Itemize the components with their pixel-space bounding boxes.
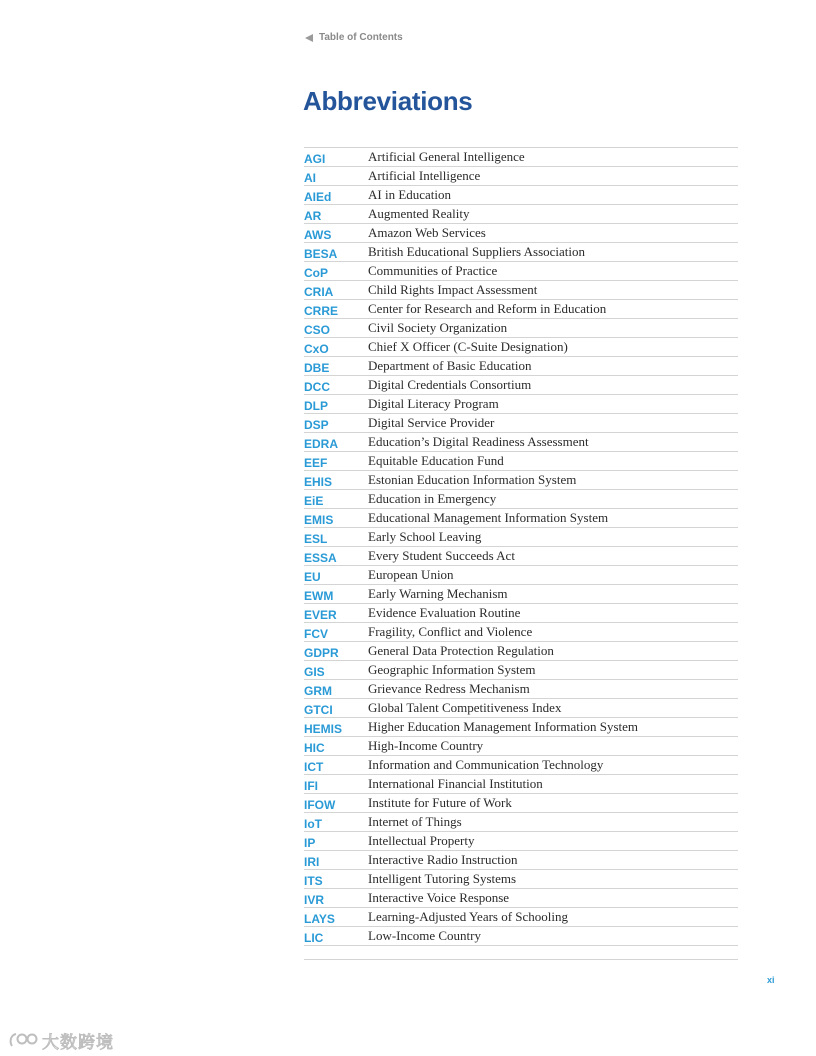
abbreviation-term: ESL <box>304 531 328 546</box>
abbreviation-definition: Global Talent Competitiveness Index <box>368 700 562 715</box>
abbreviation-term: GIS <box>304 664 325 679</box>
abbreviation-row <box>304 471 738 490</box>
table-of-contents-link[interactable] <box>305 32 403 43</box>
abbreviation-definition: Artificial Intelligence <box>368 168 481 183</box>
abbreviation-term: CRIA <box>304 284 334 299</box>
abbreviation-row <box>304 395 738 414</box>
page-title: Abbreviations <box>303 86 473 116</box>
abbreviation-row <box>304 908 738 927</box>
abbreviation-definition: Chief X Officer (C-Suite Designation) <box>368 339 568 354</box>
abbreviation-term: AI <box>304 170 316 185</box>
abbreviation-term: EEF <box>304 455 328 470</box>
abbreviation-definition: Equitable Education Fund <box>368 453 504 468</box>
abbreviation-term: EHIS <box>304 474 333 489</box>
abbreviation-definition: Department of Basic Education <box>368 358 532 373</box>
abbreviation-row <box>304 585 738 604</box>
abbreviation-term: IFI <box>304 778 318 793</box>
abbreviation-definition: Communities of Practice <box>368 263 498 278</box>
abbreviation-term: CxO <box>304 341 329 356</box>
abbreviation-row <box>304 300 738 319</box>
abbreviation-definition: Digital Credentials Consortium <box>368 377 532 392</box>
abbreviation-definition: Learning-Adjusted Years of Schooling <box>368 909 569 924</box>
abbreviation-row <box>304 509 738 528</box>
abbreviation-row <box>304 813 738 832</box>
abbreviation-definition: International Financial Institution <box>368 776 543 791</box>
abbreviation-term: GDPR <box>304 645 339 660</box>
abbreviation-term: EVER <box>304 607 337 622</box>
abbreviation-row <box>304 604 738 623</box>
abbreviation-definition: General Data Protection Regulation <box>368 643 554 658</box>
watermark <box>8 1028 114 1053</box>
abbreviation-row <box>304 718 738 737</box>
toc-link-label: Table of Contents <box>319 32 403 43</box>
abbreviation-row <box>304 889 738 908</box>
abbreviation-term: LIC <box>304 930 324 945</box>
abbreviation-row <box>304 661 738 680</box>
abbreviation-row <box>304 794 738 813</box>
abbreviation-term: ESSA <box>304 550 337 565</box>
abbreviation-term: IRI <box>304 854 320 869</box>
abbreviation-term: IVR <box>304 892 325 907</box>
abbreviation-term: FCV <box>304 626 328 641</box>
abbreviation-definition: Digital Service Provider <box>368 415 495 430</box>
abbreviation-term: HIC <box>304 740 325 755</box>
abbreviation-definition: Fragility, Conflict and Violence <box>368 624 533 639</box>
bottom-divider <box>304 959 738 960</box>
abbreviation-definition: Digital Literacy Program <box>368 396 499 411</box>
abbreviation-term: ITS <box>304 873 323 888</box>
abbreviation-term: CRRE <box>304 303 339 318</box>
abbreviation-term: EMIS <box>304 512 334 527</box>
abbreviation-term: IP <box>304 835 316 850</box>
abbreviation-row <box>304 756 738 775</box>
abbreviation-term: AGI <box>304 151 326 166</box>
abbreviation-term: AWS <box>304 227 332 242</box>
abbreviation-row <box>304 851 738 870</box>
abbreviation-definition: AI in Education <box>368 187 452 202</box>
abbreviation-row <box>304 566 738 585</box>
abbreviation-row <box>304 547 738 566</box>
abbreviation-definition: Intelligent Tutoring Systems <box>368 871 517 886</box>
abbreviation-definition: Center for Research and Reform in Education <box>368 301 607 316</box>
abbreviation-row <box>304 338 738 357</box>
abbreviation-row <box>304 167 738 186</box>
abbreviation-definition: Early School Leaving <box>368 529 482 544</box>
abbreviation-definition: Artificial General Intelligence <box>368 149 525 164</box>
abbreviation-row <box>304 623 738 642</box>
abbreviation-definition: Amazon Web Services <box>368 225 486 240</box>
abbreviation-row <box>304 186 738 205</box>
abbreviation-definition: British Educational Suppliers Association <box>368 244 586 259</box>
abbreviation-definition: Education in Emergency <box>368 491 497 506</box>
abbreviation-definition: Geographic Information System <box>368 662 536 677</box>
abbreviation-row <box>304 737 738 756</box>
abbreviation-term: DBE <box>304 360 330 375</box>
abbreviation-definition: Education’s Digital Readiness Assessment <box>368 434 589 449</box>
abbreviation-row <box>304 680 738 699</box>
abbreviation-row <box>304 870 738 889</box>
abbreviation-definition: Evidence Evaluation Routine <box>368 605 521 620</box>
abbreviation-definition: Low-Income Country <box>368 928 482 943</box>
abbreviation-term: EiE <box>304 493 324 508</box>
abbreviation-row <box>304 775 738 794</box>
abbreviation-term: GRM <box>304 683 332 698</box>
abbreviation-row <box>304 262 738 281</box>
watermark-text: 大数跨境 <box>42 1033 114 1053</box>
abbreviation-row <box>304 528 738 547</box>
abbreviations-table <box>304 147 738 946</box>
abbreviation-definition: High-Income Country <box>368 738 484 753</box>
abbreviation-term: CoP <box>304 265 328 280</box>
abbreviation-definition: Augmented Reality <box>368 206 470 221</box>
abbreviation-row <box>304 376 738 395</box>
abbreviation-term: AIEd <box>304 189 332 204</box>
abbreviation-row <box>304 490 738 509</box>
abbreviation-term: EWM <box>304 588 334 603</box>
abbreviation-term: DCC <box>304 379 330 394</box>
abbreviation-definition: Early Warning Mechanism <box>368 586 508 601</box>
abbreviation-definition: Educational Management Information System <box>368 510 609 525</box>
abbreviation-term: IoT <box>304 816 322 831</box>
abbreviation-row <box>304 452 738 471</box>
abbreviation-definition: Higher Education Management Information System <box>368 719 639 734</box>
abbreviation-row <box>304 357 738 376</box>
abbreviation-definition: Internet of Things <box>368 814 462 829</box>
page-number: xi <box>767 975 775 985</box>
back-triangle-icon <box>305 34 313 42</box>
abbreviation-term: EU <box>304 569 321 584</box>
abbreviation-row <box>304 243 738 262</box>
abbreviation-definition: Interactive Voice Response <box>368 890 510 905</box>
abbreviation-term: IFOW <box>304 797 336 812</box>
abbreviation-term: ICT <box>304 759 324 774</box>
abbreviation-definition: Every Student Succeeds Act <box>368 548 515 563</box>
abbreviation-row <box>304 148 738 167</box>
abbreviation-definition: Intellectual Property <box>368 833 475 848</box>
abbreviation-term: HEMIS <box>304 721 343 736</box>
abbreviation-definition: Estonian Education Information System <box>368 472 577 487</box>
abbreviation-definition: Institute for Future of Work <box>368 795 512 810</box>
abbreviation-definition: European Union <box>368 567 454 582</box>
abbreviation-row <box>304 832 738 851</box>
abbreviation-definition: Child Rights Impact Assessment <box>368 282 538 297</box>
abbreviation-definition: Information and Communication Technology <box>368 757 604 772</box>
abbreviation-term: CSO <box>304 322 331 337</box>
abbreviation-row <box>304 642 738 661</box>
abbreviation-row <box>304 433 738 452</box>
abbreviation-row <box>304 319 738 338</box>
abbreviation-row <box>304 927 738 946</box>
abbreviation-definition: Interactive Radio Instruction <box>368 852 518 867</box>
abbreviation-term: GTCI <box>304 702 333 717</box>
abbreviation-definition: Civil Society Organization <box>368 320 508 335</box>
abbreviation-row <box>304 205 738 224</box>
abbreviation-row <box>304 414 738 433</box>
watermark-logo-icon <box>8 1032 38 1050</box>
abbreviation-row <box>304 699 738 718</box>
abbreviation-term: EDRA <box>304 436 339 451</box>
abbreviation-term: DLP <box>304 398 328 413</box>
abbreviation-term: LAYS <box>304 911 335 926</box>
abbreviation-row <box>304 281 738 300</box>
abbreviation-term: DSP <box>304 417 329 432</box>
abbreviation-term: BESA <box>304 246 338 261</box>
abbreviation-definition: Grievance Redress Mechanism <box>368 681 530 696</box>
abbreviation-row <box>304 224 738 243</box>
abbreviation-term: AR <box>304 208 322 223</box>
